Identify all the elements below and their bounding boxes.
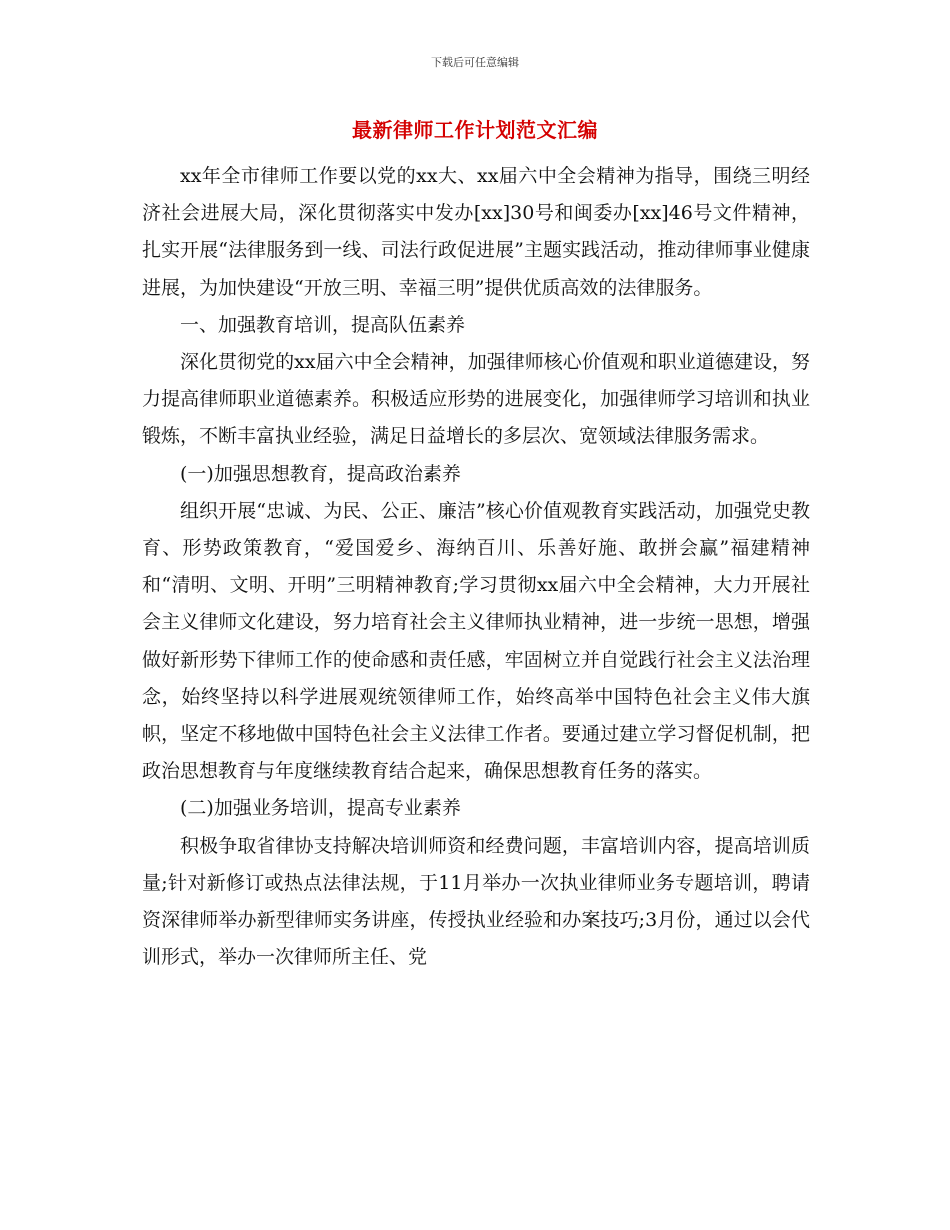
section-heading-1: 一、加强教育培训，提高队伍素养: [180, 313, 466, 336]
subsection-heading-1: (一)加强思想教育，提高政治素养: [180, 462, 461, 485]
paragraph-intro: xx年全市律师工作要以党的xx大、xx届六中全会精神为指导，围绕三明经济社会进展大局，深化贯彻落实中发办[xx]30号和闽委办[xx]46号文件精神，扎实开展“法律服务到一线、司法行政促进展”主题实践活动，推动律师事业健康进展，为加快建设“开放三明、幸福三明”提供优质高效的法律服务。: [142, 165, 810, 299]
paragraph-section-1: 深化贯彻党的xx届六中全会精神，加强律师核心价值观和职业道德建设，努力提高律师职业道德素养。积极适应形势的进展变化，加强律师学习培训和执业锻炼，不断丰富执业经验，满足日益增长的多层次、宽领域法律服务需求。: [142, 351, 810, 448]
paragraph-subsection-2: 积极争取省律协支持解决培训师资和经费问题，丰富培训内容，提高培训质量;针对新修订或热点法律法规，于11月举办一次执业律师业务专题培训，聘请资深律师举办新型律师实务讲座，传授执业经验和办案技巧;3月份，通过以会代训形式，举办一次律师所主任、党: [142, 834, 810, 969]
document-title: 最新律师工作计划范文汇编: [352, 118, 598, 142]
document-body: [142, 158, 810, 976]
paragraph-subsection-1: 组织开展“忠诚、为民、公正、廉洁”核心价值观教育实践活动，加强党史教育、形势政策教育，“爱国爱乡、海纳百川、乐善好施、敢拼会赢”福建精神和“清明、文明、开明”三明精神教育;学习贯彻xx届六中全会精神，大力开展社会主义律师文化建设，努力培育社会主义律师执业精神，进一步统一思想，增强做好新形势下律师工作的使命感和责任感，牢固树立并自觉践行社会主义法治理念，始终坚持以科学进展观统领律师工作，始终高举中国特色社会主义伟大旗帜，坚定不移地做中国特色社会主义法律工作者。要通过建立学习督促机制，把政治思想教育与年度继续教育结合起来，确保思想教育任务的落实。: [142, 499, 810, 783]
header-note: 下载后可任意编辑: [431, 56, 519, 69]
subsection-heading-2: (二)加强业务培训，提高专业素养: [180, 797, 461, 820]
